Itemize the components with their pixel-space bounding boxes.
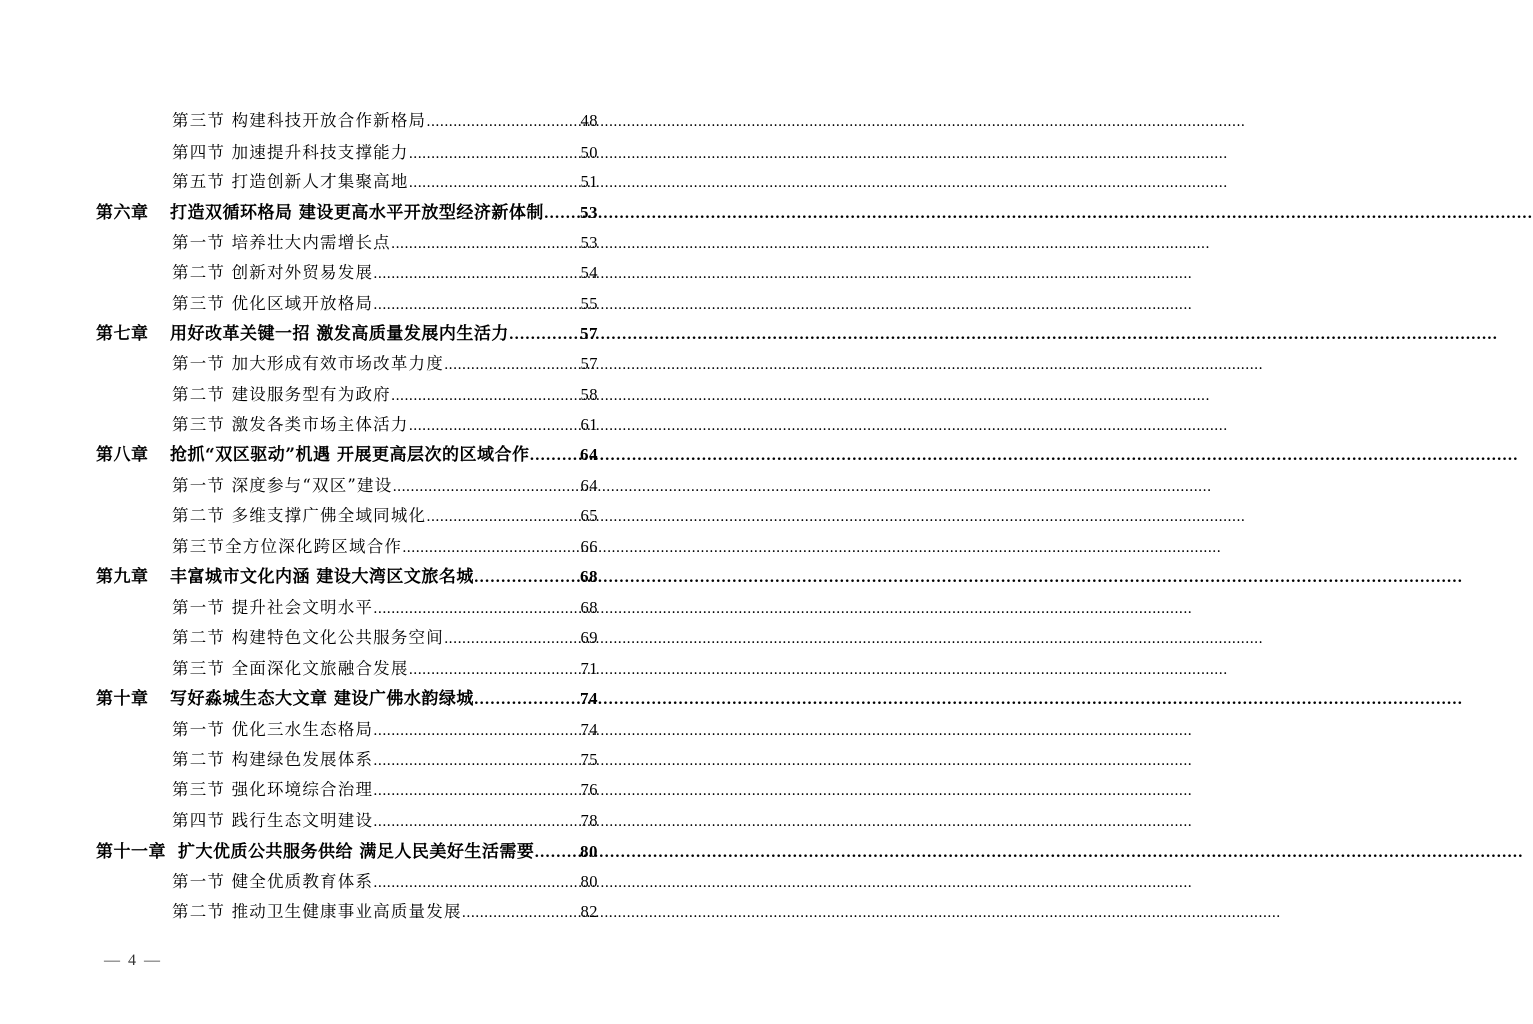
toc-entry-chapter[interactable] xyxy=(96,320,598,348)
dot-leader xyxy=(373,808,580,836)
chapter-label: 第九章 xyxy=(96,567,149,587)
toc-entry-section[interactable] xyxy=(172,807,598,835)
section-label: 第三节 xyxy=(172,111,226,130)
dot-leader xyxy=(373,291,580,319)
dot-leader xyxy=(409,656,581,684)
entry-title: 全面深化文旅融合发展 xyxy=(231,659,409,678)
toc-entry-chapter[interactable] xyxy=(96,441,598,469)
page-number: 69 xyxy=(580,628,598,647)
toc-entry-chapter[interactable] xyxy=(96,685,598,713)
entry-title: 打造双循环格局 建设更高水平开放型经济新体制 xyxy=(170,203,544,223)
page-number: 50 xyxy=(580,143,598,162)
entry-title: 创新对外贸易发展 xyxy=(231,263,374,282)
dot-leader xyxy=(409,169,581,197)
toc-entry-section[interactable] xyxy=(172,655,598,683)
dot-leader xyxy=(391,382,581,410)
toc-entry-section[interactable] xyxy=(172,746,598,774)
dot-leader xyxy=(534,839,580,867)
toc-entry-section[interactable] xyxy=(172,868,598,896)
page-number: 82 xyxy=(580,902,598,921)
toc-entry-section[interactable] xyxy=(172,229,598,257)
dot-leader xyxy=(402,534,580,562)
entry-title: 第三节全方位深化跨区域合作 xyxy=(172,537,403,556)
toc-entry-section[interactable] xyxy=(172,533,598,561)
section-label: 第一节 xyxy=(172,720,226,739)
dot-leader xyxy=(444,351,581,379)
page-number: 71 xyxy=(580,659,598,678)
section-label: 第二节 xyxy=(172,506,226,525)
chapter-label: 第六章 xyxy=(96,203,149,223)
page-number: 76 xyxy=(580,780,598,799)
entry-title: 抢抓“双区驱动”机遇 开展更高层次的区域合作 xyxy=(170,445,530,465)
chapter-label: 第十一章 xyxy=(96,842,166,862)
entry-title: 多维支撑广佛全域同城化 xyxy=(231,506,427,525)
page-number: 74 xyxy=(580,720,598,739)
toc-entry-section[interactable] xyxy=(172,259,598,287)
dot-leader xyxy=(409,140,581,168)
toc-entry-chapter[interactable] xyxy=(96,199,598,227)
page-number: 53 xyxy=(580,203,598,222)
toc-entry-section[interactable] xyxy=(172,168,598,196)
entry-title: 提升社会文明水平 xyxy=(231,598,374,617)
chapter-label: 第十章 xyxy=(96,689,149,709)
toc-entry-section[interactable] xyxy=(172,716,598,744)
dot-leader xyxy=(509,321,580,349)
dot-leader xyxy=(544,200,580,228)
page-number: 51 xyxy=(580,172,598,191)
section-label: 第二节 xyxy=(172,628,226,647)
page-number: 75 xyxy=(580,750,598,769)
page-number: 61 xyxy=(580,415,598,434)
page-number: 53 xyxy=(580,233,598,252)
section-label: 第三节 xyxy=(172,415,226,434)
dot-leader xyxy=(529,442,580,470)
entry-title: 推动卫生健康事业高质量发展 xyxy=(231,902,462,921)
entry-title: 构建绿色发展体系 xyxy=(231,750,374,769)
entry-title: 健全优质教育体系 xyxy=(231,872,374,891)
section-label: 第三节 xyxy=(172,294,226,313)
entry-title: 扩大优质公共服务供给 满足人民美好生活需要 xyxy=(178,842,535,862)
section-label: 第一节 xyxy=(172,233,226,252)
page-number: 57 xyxy=(580,354,598,373)
entry-title: 优化三水生态格局 xyxy=(231,720,374,739)
toc-entry-section[interactable] xyxy=(172,350,598,378)
entry-title: 建设服务型有为政府 xyxy=(231,385,391,404)
toc-entry-section[interactable] xyxy=(172,290,598,318)
section-label: 第二节 xyxy=(172,385,226,404)
section-label: 第二节 xyxy=(172,750,226,769)
toc-entry-section[interactable] xyxy=(172,139,598,167)
section-label: 第四节 xyxy=(172,143,226,162)
page-number: 57 xyxy=(580,324,598,343)
toc-entry-section[interactable] xyxy=(172,381,598,409)
toc-entry-section[interactable] xyxy=(172,472,598,500)
section-label: 第一节 xyxy=(172,598,226,617)
toc-entry-chapter[interactable] xyxy=(96,838,598,866)
dot-leader xyxy=(462,899,581,927)
entry-title: 加速提升科技支撑能力 xyxy=(231,143,409,162)
toc-entry-chapter[interactable] xyxy=(96,563,598,591)
section-label: 第一节 xyxy=(172,354,226,373)
entry-title: 用好改革关键一招 激发高质量发展内生活力 xyxy=(170,324,509,344)
dot-leader xyxy=(391,230,581,258)
page-footer-number: — 4 — xyxy=(104,952,162,969)
chapter-label: 第八章 xyxy=(96,445,149,465)
page-number: 58 xyxy=(580,385,598,404)
toc-entry-section[interactable] xyxy=(172,107,598,135)
dot-leader xyxy=(373,869,580,897)
page-number: 54 xyxy=(580,263,598,282)
toc-entry-section[interactable] xyxy=(172,776,598,804)
section-label: 第三节 xyxy=(172,659,226,678)
entry-title: 深度参与“双区”建设 xyxy=(231,476,393,495)
dot-leader xyxy=(373,747,580,775)
entry-title: 丰富城市文化内涵 建设大湾区文旅名城 xyxy=(170,567,474,587)
toc-entry-section[interactable] xyxy=(172,594,598,622)
page-number: 68 xyxy=(580,567,598,586)
entry-title: 践行生态文明建设 xyxy=(231,811,374,830)
entry-title: 写好淼城生态大文章 建设广佛水韵绿城 xyxy=(170,689,474,709)
page-number: 68 xyxy=(580,598,598,617)
dot-leader xyxy=(426,503,580,531)
entry-title: 加大形成有效市场改革力度 xyxy=(231,354,444,373)
page-number: 80 xyxy=(580,872,598,891)
section-label: 第四节 xyxy=(172,811,226,830)
entry-title: 激发各类市场主体活力 xyxy=(231,415,409,434)
page-number: 78 xyxy=(580,811,598,830)
entry-title: 强化环境综合治理 xyxy=(231,780,374,799)
dot-leader xyxy=(373,260,580,288)
dot-leader xyxy=(426,108,580,136)
dot-leader xyxy=(392,473,580,501)
entry-title: 优化区域开放格局 xyxy=(231,294,374,313)
toc-entry-section[interactable] xyxy=(172,898,598,926)
section-label: 第五节 xyxy=(172,172,226,191)
section-label: 第三节 xyxy=(172,780,226,799)
page-number: 80 xyxy=(580,842,598,861)
section-label: 第二节 xyxy=(172,263,226,282)
dot-leader xyxy=(409,412,581,440)
page-number: 64 xyxy=(580,445,598,464)
page-number: 64 xyxy=(580,476,598,495)
page-number: 48 xyxy=(580,111,598,130)
entry-title: 打造创新人才集聚高地 xyxy=(231,172,409,191)
page-number: 55 xyxy=(580,294,598,313)
section-label: 第一节 xyxy=(172,872,226,891)
toc-entry-section[interactable] xyxy=(172,502,598,530)
entry-title: 培养壮大内需增长点 xyxy=(231,233,391,252)
toc-entry-section[interactable] xyxy=(172,411,598,439)
dot-leader xyxy=(373,777,580,805)
page-number: 66 xyxy=(580,537,598,556)
toc-entry-section[interactable] xyxy=(172,624,598,652)
section-label: 第二节 xyxy=(172,902,226,921)
dot-leader xyxy=(373,595,580,623)
dot-leader xyxy=(373,717,580,745)
chapter-label: 第七章 xyxy=(96,324,149,344)
page-number: 65 xyxy=(580,506,598,525)
entry-title: 构建科技开放合作新格局 xyxy=(231,111,427,130)
section-label: 第一节 xyxy=(172,476,226,495)
page-number: 74 xyxy=(580,689,598,708)
dot-leader xyxy=(444,625,581,653)
dot-leader xyxy=(474,564,580,592)
entry-title: 构建特色文化公共服务空间 xyxy=(231,628,444,647)
dot-leader xyxy=(474,686,580,714)
